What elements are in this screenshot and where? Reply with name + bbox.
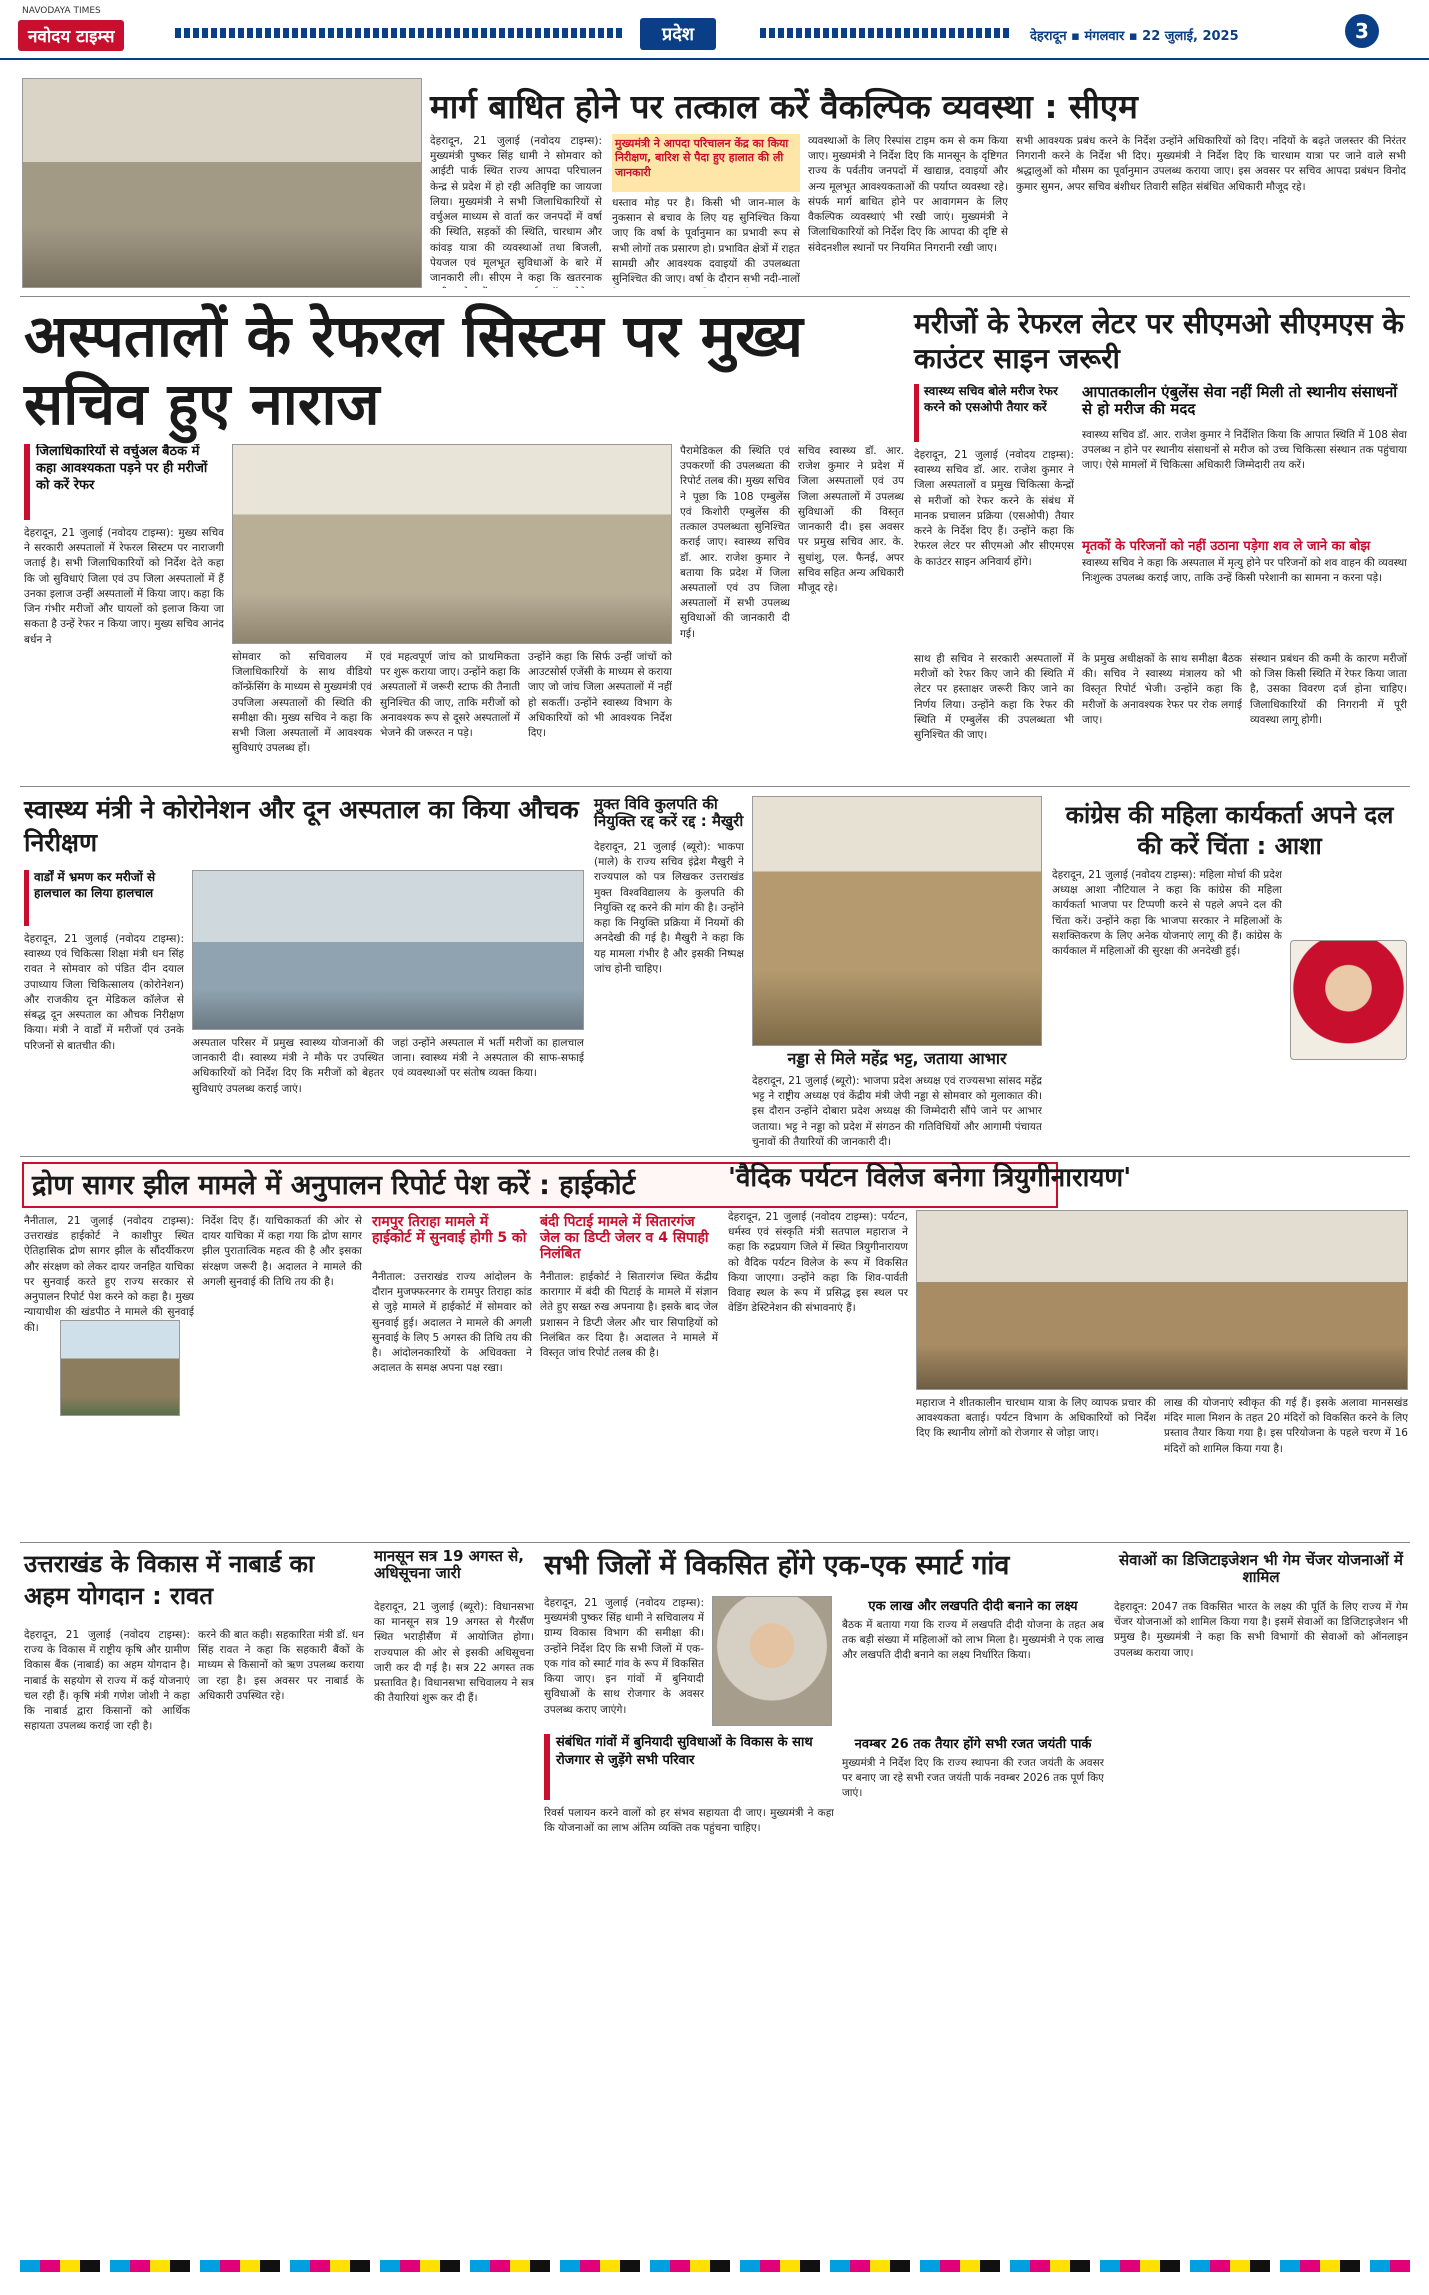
- story4-body1: देहरादून, 21 जुलाई (नवोदय टाइम्स): स्वास्थ्य एवं चिकित्सा शिक्षा मंत्री धन सिंह रावत ने सोमवार को पंडित दीन दयाल उपाध्याय जिला चिकित्सालय (कोरोनेशन) और राजकीय दून मेडिकल कॉलेज से संबद्ध दून अस्पताल का औचक निरीक्षण किया। मंत्री ने वार्डों में मरीजों एवं उनके परिजनों से बातचीत की।: [24, 933, 184, 1052]
- story8-body1: नैनीताल, 21 जुलाई (नवोदय टाइम्स): उत्तराखंड हाईकोर्ट ने काशीपुर स्थित ऐतिहासिक द्रोण सागर झील के सौंदर्यीकरण और संरक्षण को लेकर दायर जनहित याचिका पर सुनवाई करते हुए राज्य सरकार से अनुपालन रिपोर्ट पेश करने को कहा है। मुख्य न्यायाधीश की खंडपीठ ने मामले की सुनवाई की।: [24, 1215, 194, 1334]
- story2-headline: अस्पतालों के रेफरल सिस्टम पर मुख्य सचिव हुए नाराज: [24, 302, 803, 439]
- story1-body3: व्यवस्थाओं के लिए रिस्पांस टाइम कम से कम किया जाए। मुख्यमंत्री ने निर्देश दिए कि मानसून के दृष्टिगत राज्य के पर्वतीय जनपदों में खाद्यान्न, दवाइयों और अन्य मूलभूत आवश्यकताओं की पर्याप्त व्यवस्था रहे। संपर्क मार्ग बाधित होने पर आवागमन के लिए वैकल्पिक व्यवस्थाएं भी रखी जाएं। मुख्यमंत्री ने जिलाधिकारियों को निर्देश दिए कि आपदा की दृष्टि से संवेदनशील स्थानों पर नियमित निगरानी रखी जाए।: [808, 135, 1008, 254]
- section-label: प्रदेश: [640, 18, 716, 50]
- story4-headline: स्वास्थ्य मंत्री ने कोरोनेशन और दून अस्पताल का किया औचक निरीक्षण: [24, 795, 579, 857]
- story15-headline: सेवाओं का डिजिटाइजेशन भी गेम चेंजर योजनाओं में शामिल: [1119, 1551, 1403, 1587]
- story11-headline: 'वैदिक पर्यटन विलेज बनेगा त्रियुगीनारायण': [728, 1163, 1132, 1193]
- story4-body2: अस्पताल परिसर में प्रमुख स्वास्थ्य योजनाओं की जानकारी दी। स्वास्थ्य मंत्री ने मौके पर उपस्थित अधिकारियों को निर्देश दिए कि मरीजों को बेहतर सुविधाएं उपलब्ध कराई जाएं।: [192, 1037, 384, 1095]
- masthead-stripe-right: [760, 28, 1010, 38]
- masthead-logo: नवोदय टाइम्स: [18, 20, 124, 51]
- story12-headline: उत्तराखंड के विकास में नाबार्ड का अहम योगदान : रावत: [24, 1550, 315, 1611]
- story1-body2: धस्ताव मोड़ पर है। किसी भी जान-माल के नुकसान से बचाव के लिए यह सुनिश्चित किया जाए कि वर्षा के पूर्वानुमान का प्रभावी रूप से सभी लोगों तक प्रसारण हो। प्रभावित क्षेत्रों में राहत सामग्री और आवश्यक दवाइयों की उपलब्धता सुनिश्चित की जाए। वर्षा के दौरान सभी नदी-नालों: [612, 197, 800, 286]
- story3-body1: देहरादून, 21 जुलाई (नवोदय टाइम्स): स्वास्थ्य सचिव डॉ. आर. राजेश कुमार ने जिला अस्पतालों व प्रमुख चिकित्सा केन्द्रों से मरीजों को रेफर करने के संबंध में मानक प्रचालन प्रक्रिया (एसओपी) तैयार करने के निर्देश दिए हैं। उन्होंने कहा कि रेफरल लेटर पर सीएमओ और सीएमएस के काउंटर साइन अनिवार्य होंगे।: [914, 449, 1074, 568]
- story10-headline: बंदी पिटाई मामले में सितारगंज जेल का डिप्टी जेलर व 4 सिपाही निलंबित: [540, 1214, 709, 1263]
- story3b-body: स्वास्थ्य सचिव डॉ. आर. राजेश कुमार ने निर्देशित किया कि आपात स्थिति में 108 सेवा उपलब्ध न होने पर स्थानीय संसाधनों से मरीज को उच्च चिकित्सा संस्थान तक पहुंचाया जाए। ऐसे मामलों में चिकित्सा अधिकारी जिम्मेदारी तय करें।: [1082, 429, 1407, 472]
- story3-headline: मरीजों के रेफरल लेटर पर सीएमओ सीएमएस के काउंटर साइन जरूरी: [914, 307, 1404, 375]
- story13-headline: मानसून सत्र 19 अगस्त से, अधिसूचना जारी: [374, 1547, 524, 1583]
- story2-body4: उन्होंने कहा कि सिर्फ उन्हीं जांचों को आउटसोर्स एजेंसी के माध्यम से कराया जाए जो जांच जिला अस्पतालों में नहीं हो सकतीं। उन्होंने स्वास्थ्य विभाग के अधिकारियों को भी आवश्यक निर्देश दिए।: [528, 651, 672, 740]
- story3-body4: संस्थान प्रबंधन की कमी के कारण मरीजों को जिस किसी स्थिति में रेफर किया जाता है, उसका विवरण दर्ज होना चाहिए। जिलाधिकारियों की निगरानी में पूरी व्यवस्था लागू होगी।: [1250, 653, 1407, 726]
- story4-body3: जहां उन्होंने अस्पताल में भर्ती मरीजों का हालचाल जाना। स्वास्थ्य मंत्री ने अस्पताल की साफ-सफाई एवं व्यवस्थाओं पर संतोष व्यक्त किया।: [392, 1037, 584, 1080]
- story6-body: देहरादून, 21 जुलाई (ब्यूरो): भाजपा प्रदेश अध्यक्ष एवं राज्यसभा सांसद महेंद्र भट्ट ने राष्ट्रीय अध्यक्ष एवं केंद्रीय मंत्री जेपी नड्डा से सोमवार को मुलाकात की। इस दौरान उन्होंने दोबारा प्रदेश अध्यक्ष की जिम्मेदारी सौंपे जाने पर आभार जताया। भट्ट ने नड्डा को प्रदेश में संगठन की गतिविधियों और आगामी पंचायत चुनावों की तैयारियों की जानकारी दी।: [752, 1075, 1042, 1148]
- story1-kicker: मुख्यमंत्री ने आपदा परिचालन केंद्र का किया निरीक्षण, बारिश से पैदा हुए हालात की ली जानकारी: [612, 134, 800, 192]
- story3b-subhead: मृतकों के परिजनों को नहीं उठाना पड़ेगा शव ले जाने का बोझ: [1082, 539, 1371, 554]
- story12-body1: देहरादून, 21 जुलाई (नवोदय टाइम्स): राज्य के विकास में राष्ट्रीय कृषि और ग्रामीण विकास बैंक (नाबार्ड) का अहम योगदान है। नाबार्ड के सहयोग से राज्य में कई योजनाएं चल रही हैं। कृषि मंत्री गणेश जोशी ने कहा कि नाबार्ड द्वारा किसानों को आर्थिक सहायता उपलब्ध कराई जा रही है।: [24, 1629, 190, 1733]
- cs-meeting-photo: [232, 444, 672, 644]
- story6-headline: नड्डा से मिले महेंद्र भट्ट, जताया आभार: [787, 1049, 1007, 1068]
- story3b-headline: आपातकालीन एंबुलेंस सेवा नहीं मिली तो स्थानीय संसाधनों से हो मरीज की मदद: [1082, 383, 1398, 419]
- drona-sagar-photo: [60, 1320, 180, 1416]
- story1-headline: मार्ग बाधित होने पर तत्काल करें वैकल्पिक व्यवस्था : सीएम: [430, 87, 1138, 126]
- story14-sub2-body: मुख्यमंत्री ने निर्देश दिए कि राज्य स्थापना की रजत जयंती के अवसर पर बनाए जा रहे सभी रजत जयंती पार्क नवम्बर 2026 तक पूर्ण किए जाएं।: [842, 1757, 1104, 1800]
- story13-body: देहरादून, 21 जुलाई (ब्यूरो): विधानसभा का मानसून सत्र 19 अगस्त से गैरसैंण स्थित भराड़ीसैंण में आयोजित होगा। राज्यपाल की ओर से इसकी अधिसूचना जारी कर दी गई है। सत्र 22 अगस्त तक प्रस्तावित है। विधानसभा सचिवालय ने सत्र की तैयारियां शुरू कर दी हैं।: [374, 1601, 534, 1705]
- story3-kicker: स्वास्थ्य सचिव बोले मरीज रेफर करने को एसओपी तैयार करें: [914, 384, 1074, 442]
- divider: [20, 1156, 1410, 1157]
- divider: [20, 786, 1410, 787]
- story14-sub1: एक लाख और लखपति दीदी बनाने का लक्ष्य: [868, 1599, 1078, 1614]
- nadda-bhatt-photo: [752, 796, 1042, 1046]
- story3-body2: साथ ही सचिव ने सरकारी अस्पतालों में मरीजों को रेफर किए जाने की स्थिति में लेटर पर हस्ताक्षर जरूरी किए जाने का निर्णय लिया। उन्होंने कहा कि रेफर की स्थिति में एम्बुलेंस की उपलब्धता भी सुनिश्चित की जाए।: [914, 653, 1074, 742]
- story14-sub2: नवम्बर 26 तक तैयार होंगे सभी रजत जयंती पार्क: [854, 1737, 1092, 1752]
- hospital-inspection-photo: [192, 870, 584, 1030]
- satpal-maharaj-photo: [916, 1210, 1408, 1390]
- story7-body: देहरादून, 21 जुलाई (नवोदय टाइम्स): महिला मोर्चा की प्रदेश अध्यक्ष आशा नौटियाल ने कहा कि कांग्रेस की महिला कार्यकर्ता भाजपा पर टिप्पणी करने से पहले अपने दल की चिंता करें। उन्होंने कहा कि भाजपा सरकार ने महिलाओं के सशक्तिकरण के लिए अनेक योजनाएं लागू की हैं। कांग्रेस के कार्यकाल में महिलाओं की सुरक्षा की अनदेखी हुई।: [1052, 869, 1282, 958]
- story2-body1: देहरादून, 21 जुलाई (नवोदय टाइम्स): मुख्य सचिव ने सरकारी अस्पतालों में रेफरल सिस्टम पर नाराजगी जताई है। सभी जिलाधिकारियों को निर्देश देते कहा कि जो सुविधाएं जिला एवं उप जिला अस्पतालों में हैं उनका इलाज उन्हीं अस्पतालों में किया जाए। कहा कि जिन गंभीर मरीजों और घायलों को इलाज किया जा सकता है उन्हें रेफर न किया जाए। मुख्य सचिव आनंद बर्धन ने: [24, 527, 224, 646]
- masthead-stripe: [175, 28, 625, 38]
- story14-body2: रिवर्स पलायन करने वालों को हर संभव सहायता दी जाए। मुख्यमंत्री ने कहा कि योजनाओं का लाभ अंतिम व्यक्ति तक पहुंचना चाहिए।: [544, 1807, 834, 1835]
- story15-body: देहरादून: 2047 तक विकसित भारत के लक्ष्य की पूर्ति के लिए राज्य में गेम चेंजर योजनाओं को शामिल किया गया है। इसमें सेवाओं का डिजिटाइजेशन भी प्रमुख है। मुख्यमंत्री ने कहा कि सभी विभागों की सेवाओं को ऑनलाइन उपलब्ध कराया जाए।: [1114, 1601, 1408, 1659]
- masthead: [0, 0, 1429, 60]
- story11-body1: देहरादून, 21 जुलाई (नवोदय टाइम्स): पर्यटन, धर्मस्व एवं संस्कृति मंत्री सतपाल महाराज ने कहा कि रुद्रप्रयाग जिले में स्थित त्रियुगीनारायण को वैदिक पर्यटन विलेज के रूप में विकसित किया जाएगा। उन्होंने कहा कि शिव-पार्वती विवाह स्थल के रूप में प्रसिद्ध इस स्थल पर वेडिंग डेस्टिनेशन की संभावनाएं हैं।: [728, 1211, 908, 1315]
- story14-kicker: संबंधित गांवों में बुनियादी सुविधाओं के विकास के साथ रोजगार से जुड़ेंगे सभी परिवार: [544, 1734, 834, 1800]
- story14-sub1-body: बैठक में बताया गया कि राज्य में लखपति दीदी योजना के तहत अब तक बड़ी संख्या में महिलाओं को लाभ मिला है। मुख्यमंत्री ने एक लाख और लखपति दीदी बनाने का लक्ष्य निर्धारित किया।: [842, 1619, 1104, 1662]
- divider: [20, 1542, 1410, 1543]
- story2-kicker: जिलाधिकारियों से वर्चुअल बैठक में कहा आवश्यकता पड़ने पर ही मरीजों को करें रेफर: [24, 444, 224, 520]
- story11-body2: महाराज ने शीतकालीन चारधाम यात्रा के लिए व्यापक प्रचार की आवश्यकता बताई। पर्यटन विभाग के अधिकारियों को निर्देश दिए कि स्थानीय लोगों को रोजगार से जोड़ा जाए।: [916, 1397, 1156, 1440]
- divider: [20, 296, 1410, 297]
- story9-body: नैनीताल: उत्तराखंड राज्य आंदोलन के दौरान मुजफ्फरनगर के रामपुर तिराहा कांड से जुड़े मामले में हाईकोर्ट में सोमवार को सुनवाई हुई। अदालत ने मामले की अगली सुनवाई के लिए 5 अगस्त की तिथि तय की है। आंदोलनकारियों के अधिवक्ता ने अदालत के समक्ष अपना पक्ष रखा।: [372, 1271, 532, 1375]
- story5-body: देहरादून, 21 जुलाई (ब्यूरो): भाकपा (माले) के राज्य सचिव इंद्रेश मैखुरी ने राज्यपाल को पत्र लिखकर उत्तराखंड मुक्त विश्वविद्यालय के कुलपति की नियुक्ति रद्द करने की मांग की है। उन्होंने कहा कि नियुक्ति प्रक्रिया में नियमों की अनदेखी की गई है। मैखुरी ने कहा कि यह मामला गंभीर है और इसकी निष्पक्ष जांच होनी चाहिए।: [594, 841, 744, 975]
- print-color-bar: [20, 2260, 1410, 2272]
- story10-body: नैनीताल: हाईकोर्ट ने सितारगंज स्थित केंद्रीय कारागार में बंदी की पिटाई के मामले में संज्ञान लेते हुए सख्त रुख अपनाया है। इसके बाद जेल प्रशासन ने डिप्टी जेलर और चार सिपाहियों को निलंबित कर दिया है। अदालत ने मामले में विस्तृत जांच रिपोर्ट तलब की है।: [540, 1271, 718, 1360]
- page-number: 3: [1345, 14, 1379, 48]
- story8-body2: निर्देश दिए हैं। याचिकाकर्ता की ओर से दायर याचिका में कहा गया कि द्रोण सागर झील पुरातात्विक महत्व की है और इसका संरक्षण जरूरी है। अदालत ने मामले की अगली सुनवाई की तिथि तय की है।: [202, 1215, 362, 1288]
- asha-nautiyal-photo: [1290, 940, 1407, 1060]
- story3-body3: के प्रमुख अधीक्षकों के साथ समीक्षा बैठक की। सचिव ने स्वास्थ्य मंत्रालय को भी विस्तृत रिपोर्ट भेजी। उन्होंने कहा कि मरीजों के अनावश्यक रेफर पर रोक लगाई जाए।: [1082, 653, 1242, 726]
- story2-body2: सोमवार को सचिवालय में जिलाधिकारियों के साथ वीडियो कॉन्फ्रेंसिंग के माध्यम से मुख्यमंत्री एवं उपजिला अस्पतालों की स्थिति की समीक्षा की। मुख्य सचिव ने कहा कि सभी जिला अस्पतालों में आवश्यक सुविधाएं उपलब्ध हों।: [232, 651, 372, 755]
- story1-body1: देहरादून, 21 जुलाई (नवोदय टाइम्स): मुख्यमंत्री पुष्कर सिंह धामी ने सोमवार को आईटी पार्क स्थित राज्य आपदा परिचालन केन्द्र से प्रदेश में हो रही अतिवृष्टि का जायजा लिया। मुख्यमंत्री ने सभी जिलाधिकारियों से वर्चुअल माध्यम से वार्ता कर जनपदों में वर्षा की स्थिति, सड़कों की स्थिति, चारधाम और कांवड़ यात्रा की व्यवस्थाओं तथा बिजली, पेयजल एवं मूलभूत सुविधाओं के बारे में जानकारी ली। सीएम ने कहा कि खतरनाक: [430, 135, 602, 284]
- cm-meeting-photo: [22, 78, 422, 288]
- story12-body2: करने की बात कही। सहकारिता मंत्री डॉ. धन सिंह रावत ने कहा कि सहकारी बैंकों के माध्यम से किसानों को ऋण उपलब्ध कराया जा रहा है। इस अवसर पर नाबार्ड के अधिकारी उपस्थित रहे।: [198, 1629, 364, 1702]
- story14-body1: देहरादून, 21 जुलाई (नवोदय टाइम्स): मुख्यमंत्री पुष्कर सिंह धामी ने सचिवालय में ग्राम्य विकास विभाग की समीक्षा की। उन्होंने निर्देश दिए कि सभी जिलों में एक-एक गांव को स्मार्ट गांव के रूप में विकसित किया जाए। इन गांवों में बुनियादी सुविधाओं के साथ रोजगार के अवसर उपलब्ध कराए जाएंगे।: [544, 1597, 704, 1716]
- dateline: देहरादून ▪ मंगलवार ▪ 22 जुलाई, 2025: [1030, 29, 1239, 44]
- story8-headline: द्रोण सागर झील मामले में अनुपालन रिपोर्ट पेश करें : हाईकोर्ट: [32, 1170, 636, 1201]
- story7-headline: कांग्रेस की महिला कार्यकर्ता अपने दल की करें चिंता : आशा: [1065, 801, 1394, 861]
- masthead-small-label: NAVODAYA TIMES: [22, 6, 101, 16]
- story2-body3: एवं महत्वपूर्ण जांच को प्राथमिकता पर शुरू कराया जाए। उन्होंने कहा कि अस्पतालों में जरूरी स्टाफ की तैनाती सुनिश्चित की जाए, ताकि मरीजों को अनावश्यक रूप से दूसरे अस्पतालों में भेजने की जरूरत न पड़े।: [380, 651, 520, 740]
- story11-body3: लाख की योजनाएं स्वीकृत की गई हैं। इसके अलावा मानसखंड मंदिर माला मिशन के तहत 20 मंदिरों को विकसित करने के लिए प्रस्ताव तैयार किया गया है। इस परियोजना के पहले चरण में 16 मंदिरों को शामिल किया गया है।: [1164, 1397, 1408, 1455]
- story1-body4: सभी आवश्यक प्रबंध करने के निर्देश उन्होंने अधिकारियों को दिए। नदियों के बढ़ते जलस्तर की निरंतर निगरानी करने के निर्देश भी दिए। मुख्यमंत्री ने निर्देश दिए कि चारधाम यात्रा पर जाने वाले सभी श्रद्धालुओं को मौसम का पूर्वानुमान उपलब्ध कराया जाए। इस अवसर पर सचिव आपदा प्रबंधन विनोद कुमार सुमन, अपर सचिव बंशीधर तिवारी सहित संबंधित अधिकारी मौजूद रहे।: [1016, 135, 1406, 193]
- story2-body5: पैरामेडिकल की स्थिति एवं उपकरणों की उपलब्धता की रिपोर्ट तलब की। मुख्य सचिव ने पूछा कि 108 एम्बुलेंस एवं किशोरी एम्बुलेंस की तत्काल उपलब्धता सुनिश्चित कराई जाए। स्वास्थ्य सचिव डॉ. आर. राजेश कुमार ने बताया कि प्रदेश में जिला अस्पतालों एवं उप जिला अस्पतालों में सभी उपलब्ध सुविधाओं की जानकारी दी गई।: [680, 445, 790, 640]
- story14-headline: सभी जिलों में विकसित होंगे एक-एक स्मार्ट गांव: [544, 1550, 1010, 1581]
- story4-kicker: वार्डों में भ्रमण कर मरीजों से हालचाल का लिया हालचाल: [24, 870, 184, 926]
- dhami-photo: [712, 1596, 832, 1726]
- story3b-body2: स्वास्थ्य सचिव ने कहा कि अस्पताल में मृत्यु होने पर परिजनों को शव वाहन की व्यवस्था निःशुल्क उपलब्ध कराई जाए, ताकि उन्हें किसी परेशानी का सामना न करना पड़े।: [1082, 557, 1407, 585]
- story9-headline: रामपुर तिराहा मामले में हाईकोर्ट में सुनवाई होगी 5 को: [372, 1214, 527, 1247]
- story2-body6: सचिव स्वास्थ्य डॉ. आर. राजेश कुमार ने प्रदेश में जिला अस्पतालों एवं उप जिला अस्पतालों में उपलब्ध सुविधाओं की विस्तृत जानकारी दी। इस अवसर पर प्रमुख सचिव आर. के. सुधांशु, एल. फैनई, अपर सचिव सहित अन्य अधिकारी मौजूद रहे।: [798, 445, 904, 594]
- story5-headline: मुक्त विवि कुलपति की नियुक्ति रद्द करें रद्द : मैखुरी: [594, 795, 744, 831]
